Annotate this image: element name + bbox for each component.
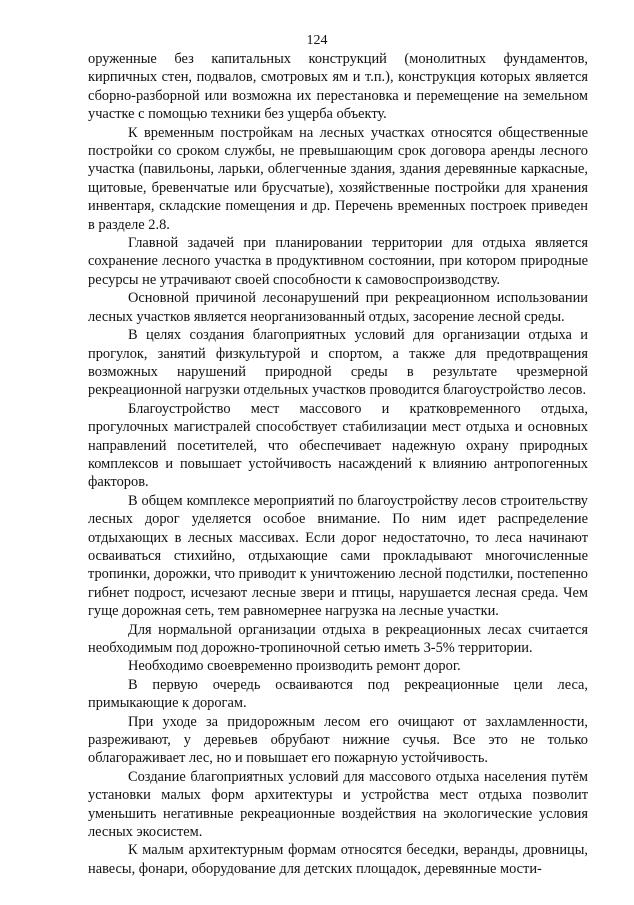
paragraph: Главной задачей при планировании территории для отдыха является сохранение лесного участка в продуктивном состоянии, при котором природные ресурсы не утрачивают своей способности к самовоспроизводству. [88, 235, 588, 288]
paragraph: В целях создания благоприятных условий для организации отдыха и прогулок, занятий физкультурой и спортом, а также для предотвращения возможных нарушений природной среды в результате чрезмерной рекреационной нагрузки отдельных участков проводится благоустройство лесов. [88, 327, 588, 399]
body-text [88, 50, 588, 878]
paragraph: В первую очередь осваиваются под рекреационные цели леса, примыкающие к дорогам. [88, 676, 588, 712]
paragraph: Основной причиной лесонарушений при рекреационном использовании лесных участков является неорганизованный отдых, засорение лесной среды. [88, 290, 588, 325]
paragraph: Создание благоприятных условий для массового отдыха населения путём установки малых форм архитектуры и устройства мест отдыха позволит уменьшить негативные рекреационные воздействия на экологические условия лесных экосистем. [88, 768, 588, 841]
paragraph: оруженные без капитальных конструкций (монолитных фундаментов, кирпичных стен, подвалов, смотровых ям и т.п.), конструкция которых является сборно-разборной или возможна их перестановка и перемещение на земельном участке с помощью техники без ущерба объекту. [88, 51, 588, 123]
paragraph: Необходимо своевременно производить ремонт дорог. [128, 658, 461, 675]
paragraph: К малым архитектурным формам относятся беседки, веранды, дровницы, навесы, фонари, оборудование для детских площадок, деревянные мости- [88, 842, 588, 877]
paragraph: В общем комплексе мероприятий по благоустройству лесов строительству лесных дорог уделяется особое внимание. По ним идет распределение отдыхающих в лесных массивах. Если дорог недостаточно, то леса начинают осваиваться стихийно, отдыхающие сами прокладывают многочисленные тропинки, дорожки, что приводит к уничтожению лесной подстилки, постепенно гибнет подрост, исчезают лесные звери и птицы, нарушается лесная среда. Чем гуще дорожная сеть, тем равномернее нагрузка на лесные участки. [88, 492, 588, 620]
page-number: 124 [306, 33, 328, 48]
paragraph: При уходе за придорожным лесом его очищают от захламленности, разреживают, у деревьев обрубают нижние сучья. Все это не только облагораживает лес, но и повышает его пожарную устойчивость. [88, 713, 588, 767]
paragraph: Для нормальной организации отдыха в рекреационных лесах считается необходимым под дорожно-тропиночной сетью иметь 3-5% территории. [88, 621, 588, 656]
paragraph: Благоустройство мест массового и кратковременного отдыха, прогулочных магистралей способствует стабилизации мест отдыха и основных направлений посетителей, что обеспечивает надежную охрану природных комплексов и повышает устойчивость насаждений к влиянию антропогенных факторов. [88, 400, 588, 491]
paragraph: К временным постройкам на лесных участках относятся общественные постройки со сроком службы, не превышающим срок договора аренды лесного участка (павильоны, ларьки, облегченные здания, здания деревянные каркасные, щитовые, бревенчатые или брусчатые), хозяйственные постройки для хранения инвентаря, складские помещения и др. Перечень временных построек приведен в разделе 2.8. [88, 124, 588, 233]
